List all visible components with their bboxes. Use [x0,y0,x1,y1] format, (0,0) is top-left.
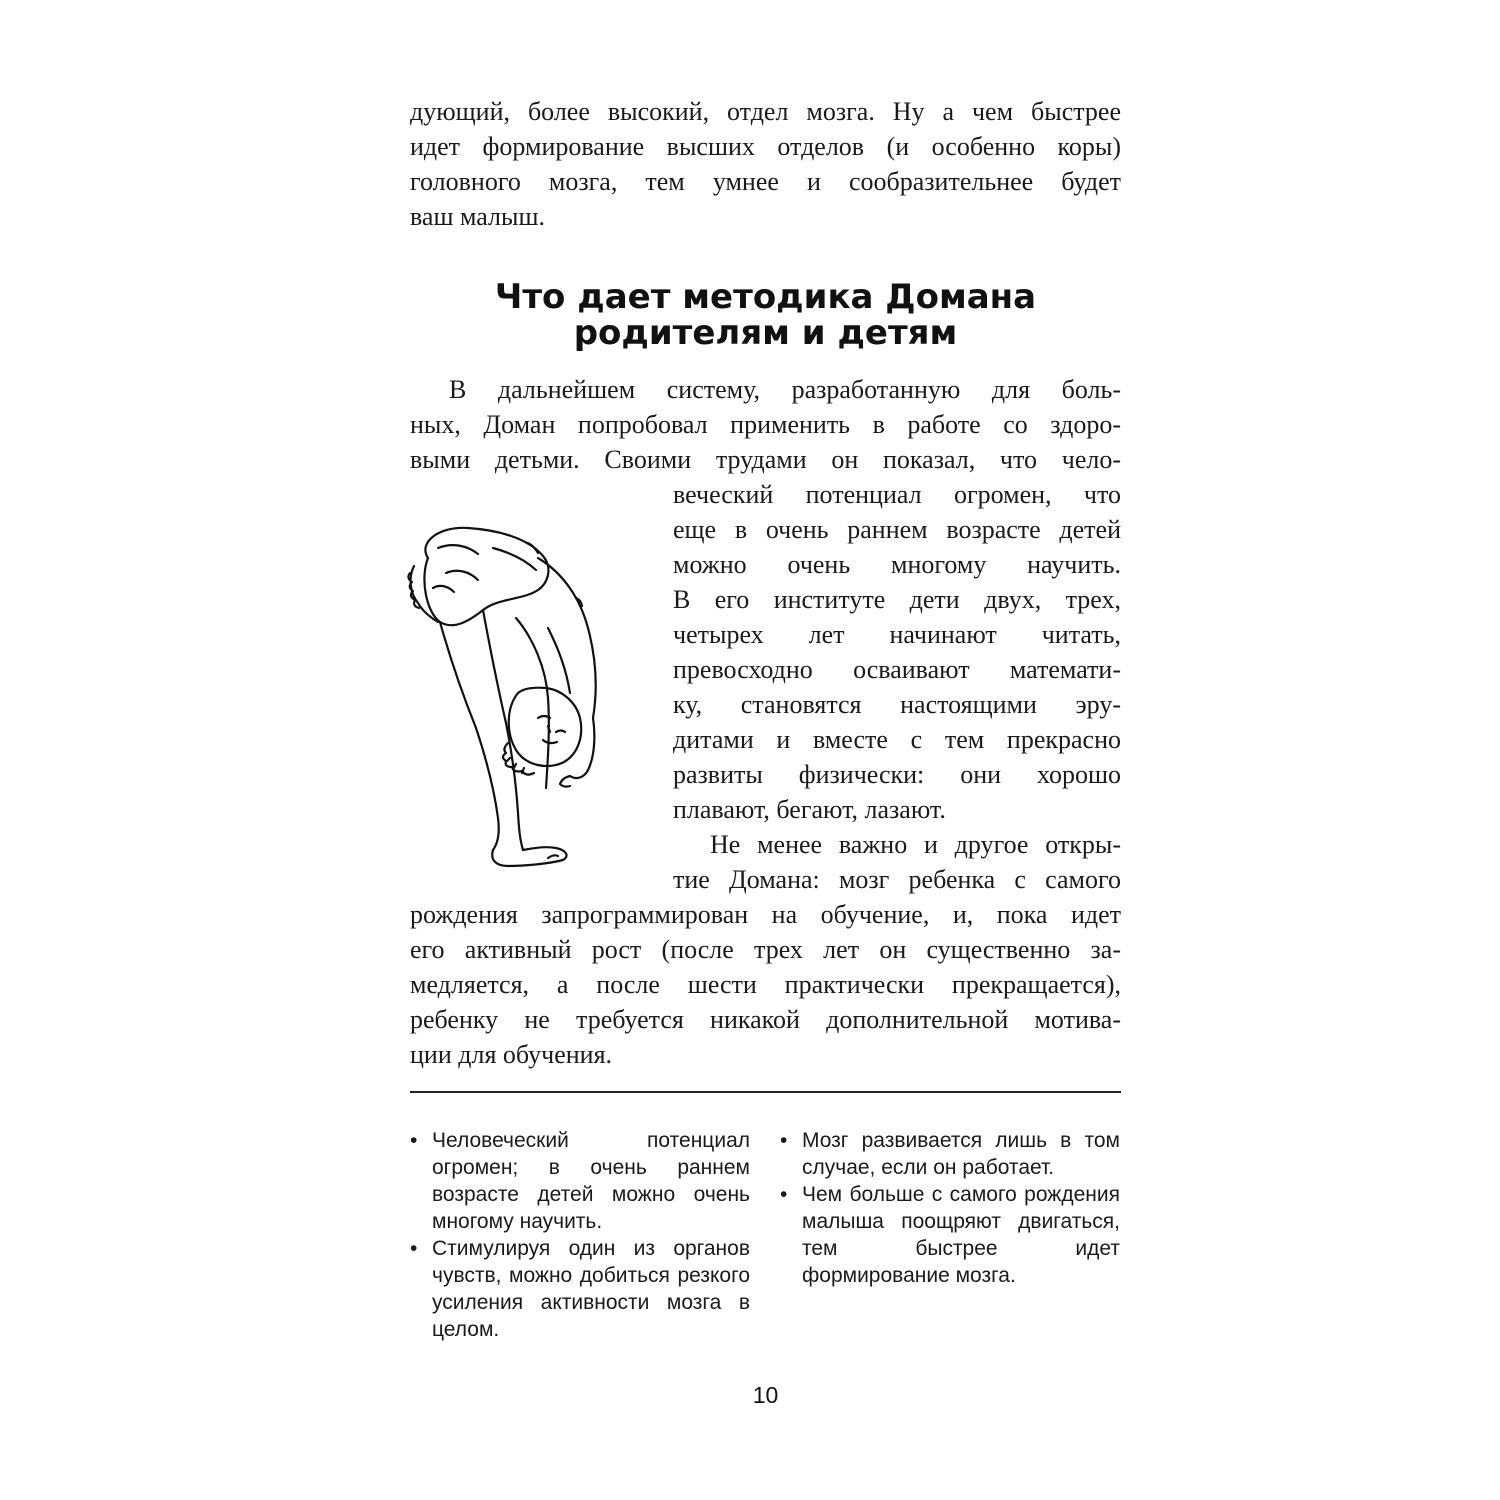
text-line: Не менее важно и другое откры- [710,830,1121,859]
summary-right-column [780,1127,1120,1289]
mouth [543,740,557,743]
summary-bullet [410,1235,750,1343]
text-line: плавают, бегают, лазают. [673,795,946,824]
text-line: еще в очень раннем возрасте детей [673,515,1121,544]
text-line: В его институте дети двух, трех, [673,585,1121,614]
text-line: дующий, более высокий, отдел мозга. Ну а чем быстрее [410,97,1121,126]
text-line: ребенку не требуется никакой дополнительной мотива- [410,1005,1121,1034]
text-line: веческий потенциал огромен, что [673,480,1121,509]
bullet-text: Чем больше с самого рождения малыша поощряют двигаться, тем быстрее идет формирование мозга. [802,1183,1120,1287]
text-line: ваш малыш. [410,202,546,231]
text-line: его активный рост (после трех лет он существенно за- [410,935,1121,964]
text-line: четырех лет начинают читать, [673,620,1121,649]
hand [560,776,570,787]
text-line: развиты физически: они хорошо [673,760,1121,789]
bullet-text: Мозг развивается лишь в том случае, если он работает. [802,1129,1120,1179]
text-line: тие Домана: мозг ребенка с самого [673,865,1121,894]
text-line: превосходно осваивают математи- [673,655,1121,684]
text-line: идет формирование высших отделов (и особенно коры) [410,132,1121,161]
summary-bullet [410,1127,750,1235]
bullet-text: Стимулируя один из органов чувств, можно добиться резкого усиления активности мозга в целом. [432,1237,750,1341]
summary-left-column [410,1127,750,1343]
text-line: дитами и вместе с тем прекрасно [673,725,1121,754]
diaper-shape [424,528,548,625]
text-line: выми детьми. Своими трудами он показал, что чело- [410,445,1121,474]
feet [492,847,566,866]
text-line: ных, Доман попробовал применить в работе со здоро- [410,410,1121,439]
text-line: медляется, а после шести практически прекращается), [410,970,1121,999]
leg-inner [483,610,523,850]
child-bending-illustration [398,518,620,874]
section-divider [410,1091,1121,1093]
text-line: ку, становятся настоящими эру- [673,690,1121,719]
eye [538,716,550,718]
section-heading-line-1: Что дает методика Домана [494,277,1037,317]
bullet-dot: • [780,1183,788,1206]
bullet-dot: • [410,1129,418,1152]
bullet-dot: • [410,1237,418,1260]
text-line: рождения запрограммирован на обучение, и, пока идет [410,900,1121,929]
summary-bullet [780,1127,1120,1181]
text-line: можно очень многому научить. [673,550,1121,579]
head [509,688,581,766]
text-line: ции для обучения. [410,1040,613,1069]
leg-outer [440,622,499,850]
bullet-dot: • [780,1129,788,1152]
text-line: В дальнейшем систему, разработанную для боль- [449,375,1121,404]
summary-bullet [780,1181,1120,1289]
text-line: головного мозга, тем умнее и сообразительнее будет [410,167,1121,196]
bullet-text: Человеческий потенциал огромен; в очень раннем возрасте детей можно очень многому научить. [432,1129,750,1233]
section-heading-line-2: родителям и детям [573,313,958,353]
page-number: 10 [752,1382,779,1408]
